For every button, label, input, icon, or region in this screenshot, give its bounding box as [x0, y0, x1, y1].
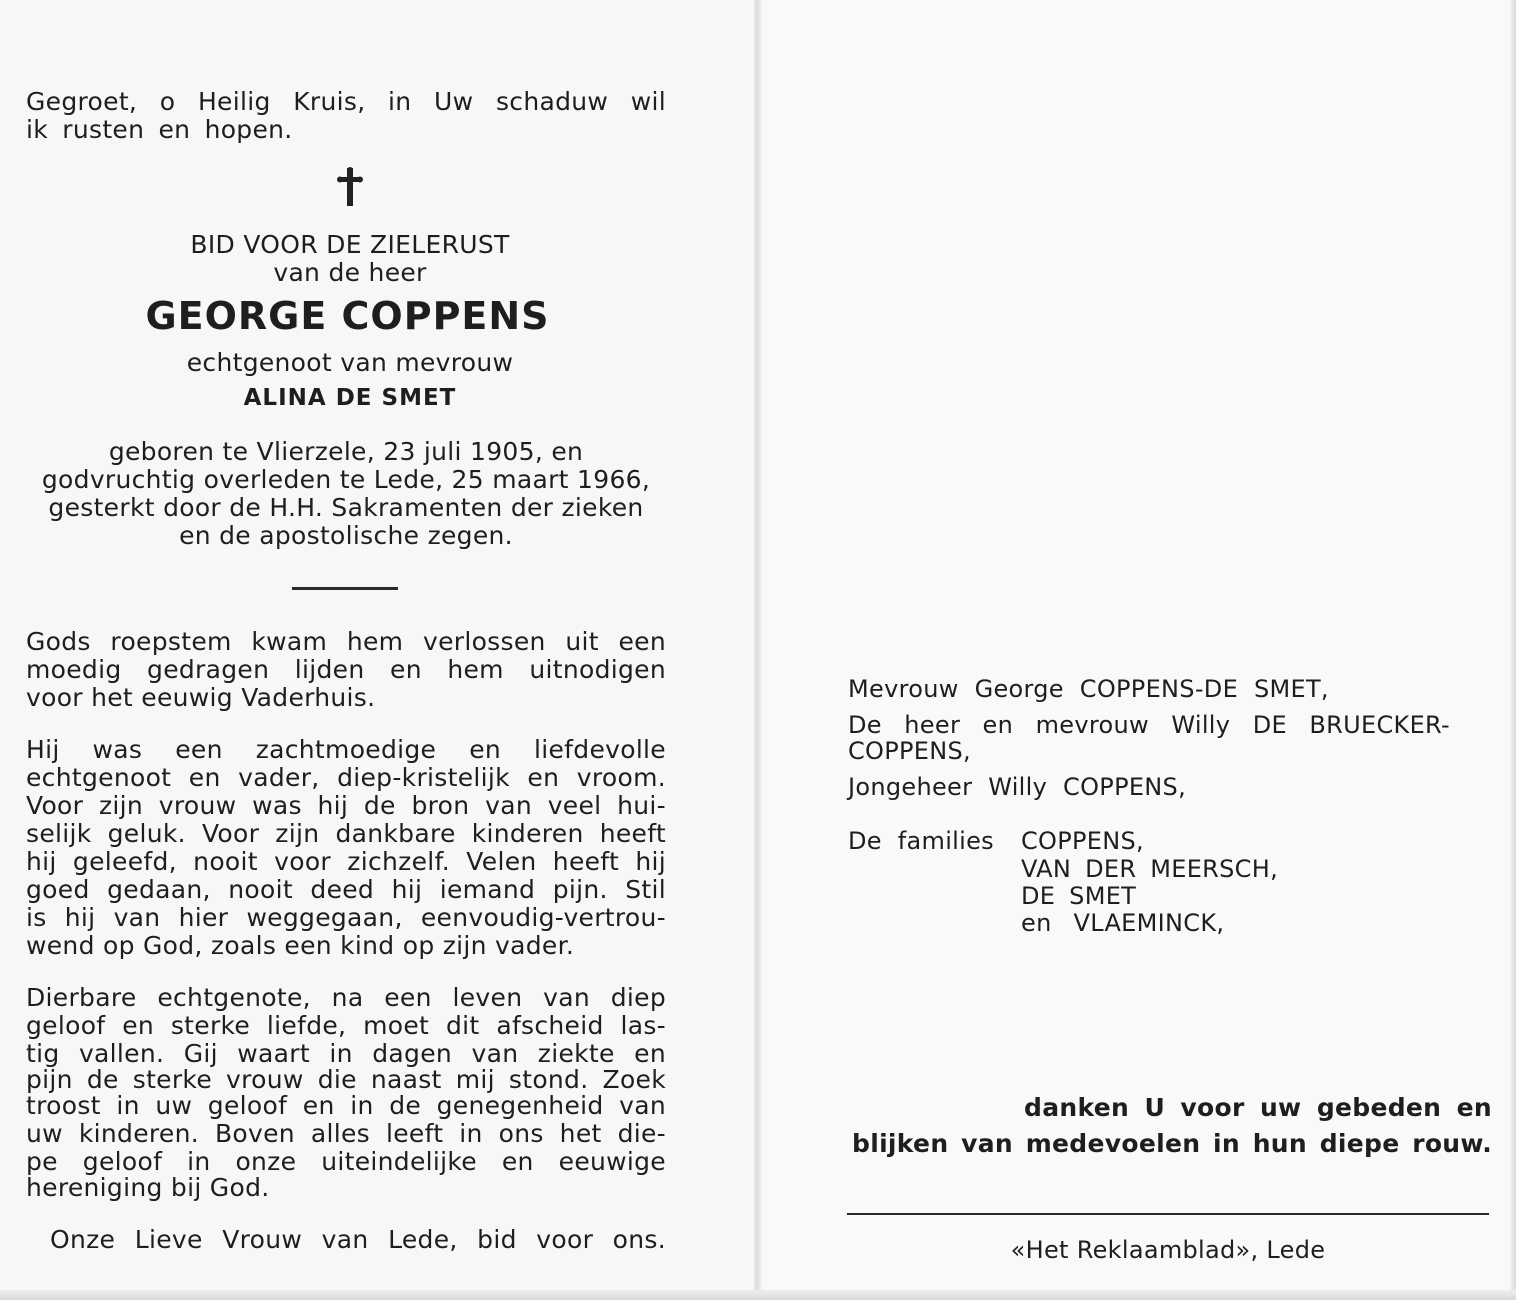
- closing-prayer: Onze Lieve Vrouw van Lede, bid voor ons.: [50, 1225, 666, 1254]
- family-member: Jongeheer Willy COPPENS,: [848, 773, 1187, 801]
- paragraph-2-line: goed gedaan, nooit deed hij iemand pijn. Stil: [26, 875, 666, 904]
- family-member: De heer en mevrouw Willy DE BRUECKER-: [848, 711, 1450, 739]
- motto-line-2: ik rusten en hopen.: [26, 115, 293, 144]
- birth-death-line: en de apostolische zegen.: [179, 521, 513, 550]
- family-name: en VLAEMINCK,: [1021, 909, 1225, 937]
- card-edge: [1510, 0, 1516, 1300]
- paragraph-2-line: wend op God, zoals een kind op zijn vader.: [26, 931, 575, 960]
- paragraph-3-line: uw kinderen. Boven alles leeft in ons het die-: [26, 1119, 666, 1148]
- paragraph-3-line: pe geloof in onze uiteindelijke en eeuwige: [26, 1147, 666, 1176]
- birth-death-line: gesterkt door de H.H. Sakramenten der zieken: [48, 493, 644, 522]
- paragraph-3-line: hereniging bij God.: [26, 1173, 270, 1202]
- paragraph-3-line: Dierbare echtgenote, na een leven van diep: [26, 983, 666, 1012]
- divider: [847, 1213, 1489, 1215]
- paragraph-3-line: troost in uw geloof en in de genegenheid van: [26, 1091, 666, 1120]
- spouse-name: ALINA DE SMET: [243, 385, 457, 411]
- heading-pray: BID VOOR DE ZIELERUST: [190, 230, 510, 259]
- family-name: COPPENS,: [1021, 827, 1144, 855]
- paragraph-1-line: moedig gedragen lijden en hem uitnodigen: [26, 655, 666, 684]
- deceased-name: GEORGE COPPENS: [145, 294, 550, 338]
- paragraph-1-line: Gods roepstem kwam hem verlossen uit een: [26, 627, 666, 656]
- heading-of-the-gentleman: van de heer: [273, 258, 427, 287]
- thanks-line-1: danken U voor uw gebeden en: [1024, 1093, 1492, 1122]
- families-label: De families: [848, 827, 994, 855]
- birth-death-line: geboren te Vlierzele, 23 juli 1905, en: [108, 437, 584, 466]
- paragraph-2-line: Voor zijn vrouw was hij de bron van veel hui-: [26, 791, 666, 820]
- spouse-intro: echtgenoot van mevrouw: [186, 348, 514, 377]
- family-name: DE SMET: [1021, 882, 1137, 910]
- divider: [292, 587, 398, 590]
- paragraph-3-line: pijn de sterke vrouw die naast mij stond. Zoek: [26, 1065, 666, 1094]
- card-edge-bottom: [0, 1290, 1516, 1300]
- birth-death-line: godvruchtig overleden te Lede, 25 maart 1966,: [41, 465, 651, 494]
- card-fold: [754, 0, 762, 1300]
- paragraph-2-line: Hij was een zachtmoedige en liefdevolle: [26, 735, 666, 764]
- printer-credit: «Het Reklaamblad», Lede: [1010, 1236, 1326, 1264]
- paragraph-3-line: geloof en sterke liefde, moet dit afscheid las-: [26, 1011, 666, 1040]
- family-member: COPPENS,: [848, 737, 971, 765]
- family-name: VAN DER MEERSCH,: [1021, 855, 1279, 883]
- paragraph-1-line: voor het eeuwig Vaderhuis.: [26, 683, 376, 712]
- paragraph-2-line: echtgenoot en vader, diep-kristelijk en vroom.: [26, 763, 666, 792]
- family-member: Mevrouw George COPPENS-DE SMET,: [848, 675, 1329, 703]
- latin-cross-icon: [337, 166, 363, 208]
- motto-line-1: Gegroet, o Heilig Kruis, in Uw schaduw wil: [26, 87, 666, 116]
- paragraph-2-line: is hij van hier weggegaan, eenvoudig-vertrou-: [26, 903, 666, 932]
- paragraph-2-line: selijk geluk. Voor zijn dankbare kinderen heeft: [26, 819, 666, 848]
- paragraph-3-line: tig vallen. Gij waart in dagen van ziekte en: [26, 1039, 666, 1068]
- paragraph-2-line: hij geleefd, nooit voor zichzelf. Velen heeft hij: [26, 847, 666, 876]
- thanks-line-2: blijken van medevoelen in hun diepe rouw.: [852, 1129, 1492, 1158]
